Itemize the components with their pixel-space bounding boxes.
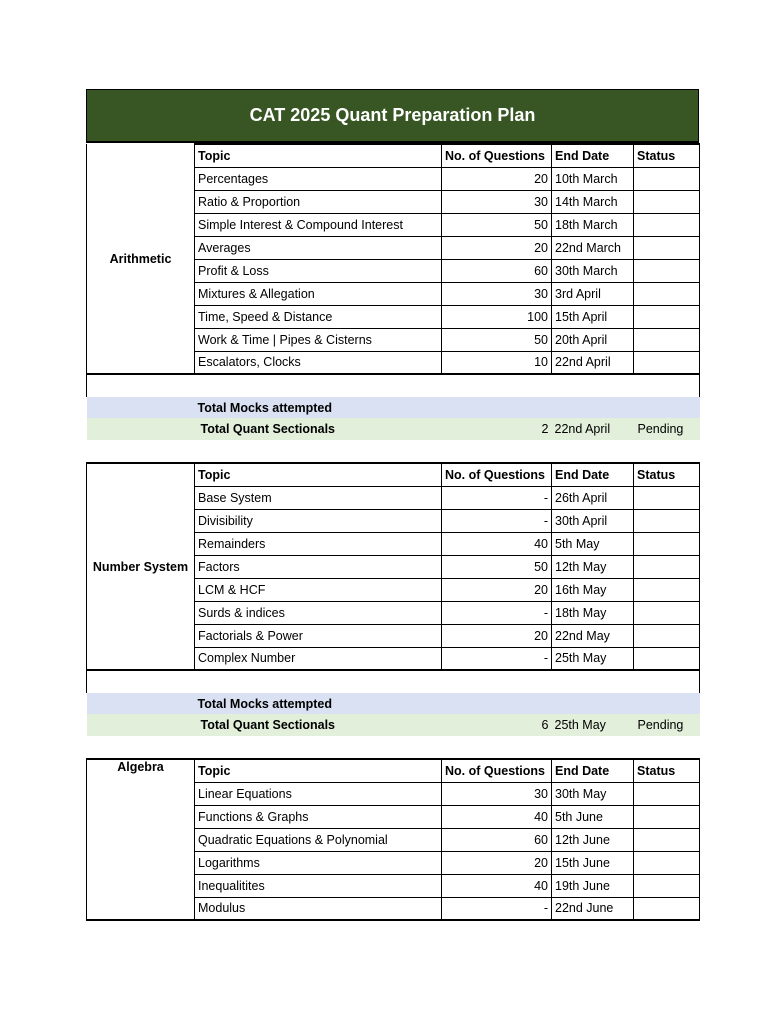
sectionals-count[interactable]: 2 bbox=[442, 418, 552, 440]
topic-cell[interactable]: Divisibility bbox=[195, 509, 442, 532]
section-label: Arithmetic bbox=[87, 144, 195, 374]
status-cell[interactable] bbox=[634, 305, 700, 328]
questions-cell[interactable]: 50 bbox=[442, 328, 552, 351]
end-date-cell[interactable]: 5th May bbox=[552, 532, 634, 555]
status-cell[interactable] bbox=[634, 509, 700, 532]
topic-cell[interactable]: Functions & Graphs bbox=[195, 805, 442, 828]
topic-cell[interactable]: Ratio & Proportion bbox=[195, 190, 442, 213]
questions-cell[interactable]: 50 bbox=[442, 555, 552, 578]
questions-cell[interactable]: 30 bbox=[442, 190, 552, 213]
topic-cell[interactable]: Quadratic Equations & Polynomial bbox=[195, 828, 442, 851]
questions-cell[interactable]: 100 bbox=[442, 305, 552, 328]
header-end-date: End Date bbox=[552, 463, 634, 486]
status-cell[interactable] bbox=[634, 190, 700, 213]
status-cell[interactable] bbox=[634, 782, 700, 805]
end-date-cell[interactable]: 5th June bbox=[552, 805, 634, 828]
spacer-row bbox=[87, 670, 700, 693]
mocks-row bbox=[87, 397, 700, 418]
spacer-row bbox=[87, 736, 700, 759]
mocks-blank bbox=[87, 693, 195, 714]
header-status: Status bbox=[634, 759, 700, 782]
header-end-date: End Date bbox=[552, 759, 634, 782]
questions-cell[interactable]: - bbox=[442, 601, 552, 624]
sectionals-status[interactable]: Pending bbox=[634, 714, 700, 736]
topic-cell[interactable]: Percentages bbox=[195, 167, 442, 190]
sectionals-row bbox=[87, 714, 700, 736]
end-date-cell[interactable]: 12th May bbox=[552, 555, 634, 578]
questions-cell[interactable]: 60 bbox=[442, 259, 552, 282]
end-date-cell[interactable]: 14th March bbox=[552, 190, 634, 213]
questions-cell[interactable]: 20 bbox=[442, 851, 552, 874]
status-cell[interactable] bbox=[634, 624, 700, 647]
mocks-label: Total Mocks attempted bbox=[195, 693, 442, 714]
page-title bbox=[86, 89, 699, 143]
questions-cell[interactable]: 20 bbox=[442, 236, 552, 259]
status-cell[interactable] bbox=[634, 805, 700, 828]
status-cell[interactable] bbox=[634, 555, 700, 578]
topic-cell[interactable]: Surds & indices bbox=[195, 601, 442, 624]
header-topic: Topic bbox=[195, 463, 442, 486]
questions-cell[interactable]: - bbox=[442, 509, 552, 532]
status-cell[interactable] bbox=[634, 647, 700, 670]
header-questions: No. of Questions bbox=[442, 463, 552, 486]
topic-cell[interactable]: Escalators, Clocks bbox=[195, 351, 442, 374]
section-label: Number System bbox=[87, 463, 195, 670]
questions-cell[interactable]: 30 bbox=[442, 282, 552, 305]
end-date-cell[interactable]: 12th June bbox=[552, 828, 634, 851]
topic-cell[interactable]: Profit & Loss bbox=[195, 259, 442, 282]
sectionals-label: Total Quant Sectionals bbox=[195, 714, 442, 736]
topic-cell[interactable]: Averages bbox=[195, 236, 442, 259]
spacer-cell bbox=[87, 374, 700, 397]
status-cell[interactable] bbox=[634, 282, 700, 305]
spacer-row bbox=[87, 440, 700, 463]
end-date-cell[interactable]: 10th March bbox=[552, 167, 634, 190]
topic-cell[interactable]: Inequalitites bbox=[195, 874, 442, 897]
header-topic: Topic bbox=[195, 144, 442, 167]
topic-cell[interactable]: Factorials & Power bbox=[195, 624, 442, 647]
end-date-cell[interactable]: 22nd April bbox=[552, 351, 634, 374]
spreadsheet-sheet bbox=[86, 89, 699, 921]
section-label: Algebra bbox=[87, 759, 195, 920]
topic-cell[interactable]: Modulus bbox=[195, 897, 442, 920]
topic-cell[interactable]: Remainders bbox=[195, 532, 442, 555]
status-cell[interactable] bbox=[634, 236, 700, 259]
status-cell[interactable] bbox=[634, 874, 700, 897]
header-row bbox=[87, 144, 700, 167]
header-row bbox=[87, 759, 700, 782]
spacer-row bbox=[87, 374, 700, 397]
mocks-value[interactable] bbox=[442, 693, 700, 714]
mocks-blank bbox=[87, 397, 195, 418]
sectionals-status[interactable]: Pending bbox=[634, 418, 700, 440]
sectionals-label: Total Quant Sectionals bbox=[195, 418, 442, 440]
questions-cell[interactable]: 30 bbox=[442, 782, 552, 805]
status-cell[interactable] bbox=[634, 601, 700, 624]
header-status: Status bbox=[634, 463, 700, 486]
questions-cell[interactable]: - bbox=[442, 486, 552, 509]
header-questions: No. of Questions bbox=[442, 759, 552, 782]
header-questions: No. of Questions bbox=[442, 144, 552, 167]
end-date-cell[interactable]: 22nd June bbox=[552, 897, 634, 920]
questions-cell[interactable]: 40 bbox=[442, 532, 552, 555]
sectionals-date[interactable]: 22nd April bbox=[552, 418, 634, 440]
status-cell[interactable] bbox=[634, 578, 700, 601]
spacer-cell bbox=[87, 670, 700, 693]
topic-cell[interactable]: Time, Speed & Distance bbox=[195, 305, 442, 328]
sectionals-count[interactable]: 6 bbox=[442, 714, 552, 736]
questions-cell[interactable]: 40 bbox=[442, 874, 552, 897]
mocks-value[interactable] bbox=[442, 397, 700, 418]
questions-cell[interactable]: 50 bbox=[442, 213, 552, 236]
end-date-cell[interactable]: 15th June bbox=[552, 851, 634, 874]
sectionals-date[interactable]: 25th May bbox=[552, 714, 634, 736]
end-date-cell[interactable]: 30th April bbox=[552, 509, 634, 532]
topic-cell[interactable]: LCM & HCF bbox=[195, 578, 442, 601]
status-cell[interactable] bbox=[634, 897, 700, 920]
topic-cell[interactable]: Mixtures & Allegation bbox=[195, 282, 442, 305]
end-date-cell[interactable]: 25th May bbox=[552, 647, 634, 670]
status-cell[interactable] bbox=[634, 532, 700, 555]
topic-cell[interactable]: Simple Interest & Compound Interest bbox=[195, 213, 442, 236]
spacer-cell bbox=[87, 440, 700, 463]
end-date-cell[interactable]: 18th March bbox=[552, 213, 634, 236]
end-date-cell[interactable]: 18th May bbox=[552, 601, 634, 624]
end-date-cell[interactable]: 16th May bbox=[552, 578, 634, 601]
questions-cell[interactable]: 60 bbox=[442, 828, 552, 851]
header-end-date: End Date bbox=[552, 144, 634, 167]
mocks-row bbox=[87, 693, 700, 714]
questions-cell[interactable]: 40 bbox=[442, 805, 552, 828]
topic-cell[interactable]: Work & Time | Pipes & Cisterns bbox=[195, 328, 442, 351]
sectionals-blank bbox=[87, 714, 195, 736]
end-date-cell[interactable]: 20th April bbox=[552, 328, 634, 351]
questions-cell[interactable]: - bbox=[442, 897, 552, 920]
topic-cell[interactable]: Logarithms bbox=[195, 851, 442, 874]
end-date-cell[interactable]: 19th June bbox=[552, 874, 634, 897]
end-date-cell[interactable]: 3rd April bbox=[552, 282, 634, 305]
end-date-cell[interactable]: 22nd May bbox=[552, 624, 634, 647]
status-cell[interactable] bbox=[634, 328, 700, 351]
end-date-cell[interactable]: 15th April bbox=[552, 305, 634, 328]
header-row bbox=[87, 463, 700, 486]
sectionals-blank bbox=[87, 418, 195, 440]
topic-cell[interactable]: Base System bbox=[195, 486, 442, 509]
spacer-cell bbox=[87, 736, 700, 759]
questions-cell[interactable]: - bbox=[442, 647, 552, 670]
status-cell[interactable] bbox=[634, 828, 700, 851]
questions-cell[interactable]: 20 bbox=[442, 167, 552, 190]
plan-table bbox=[86, 143, 700, 921]
end-date-cell[interactable]: 22nd March bbox=[552, 236, 634, 259]
status-cell[interactable] bbox=[634, 167, 700, 190]
status-cell[interactable] bbox=[634, 851, 700, 874]
end-date-cell[interactable]: 30th March bbox=[552, 259, 634, 282]
mocks-label: Total Mocks attempted bbox=[195, 397, 442, 418]
questions-cell[interactable]: 20 bbox=[442, 578, 552, 601]
status-cell[interactable] bbox=[634, 351, 700, 374]
topic-cell[interactable]: Complex Number bbox=[195, 647, 442, 670]
topic-cell[interactable]: Linear Equations bbox=[195, 782, 442, 805]
questions-cell[interactable]: 20 bbox=[442, 624, 552, 647]
header-topic: Topic bbox=[195, 759, 442, 782]
header-status: Status bbox=[634, 144, 700, 167]
status-cell[interactable] bbox=[634, 213, 700, 236]
end-date-cell[interactable]: 30th May bbox=[552, 782, 634, 805]
title-text: CAT 2025 Quant Preparation Plan bbox=[249, 105, 536, 125]
questions-cell[interactable]: 10 bbox=[442, 351, 552, 374]
end-date-cell[interactable]: 26th April bbox=[552, 486, 634, 509]
topic-cell[interactable]: Factors bbox=[195, 555, 442, 578]
sectionals-row bbox=[87, 418, 700, 440]
status-cell[interactable] bbox=[634, 486, 700, 509]
status-cell[interactable] bbox=[634, 259, 700, 282]
